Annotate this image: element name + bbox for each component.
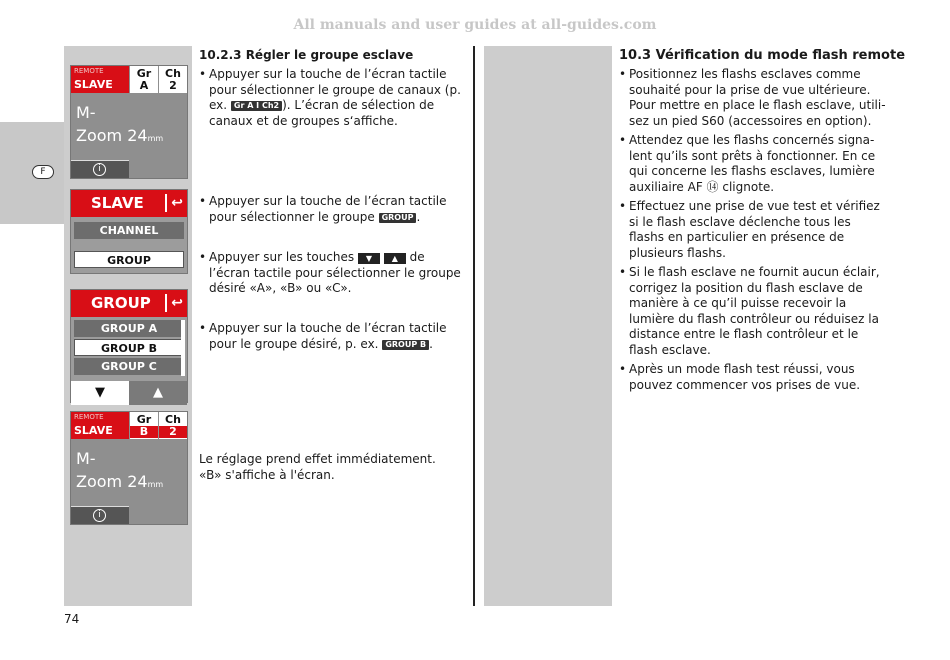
group-b-chip: GROUP B bbox=[382, 340, 429, 350]
gr-ch-chip: Gr A I Ch2 bbox=[231, 101, 282, 111]
menu-item-group-c[interactable]: GROUP C bbox=[74, 358, 184, 375]
watermark: All manuals and user guides at all-guides.com bbox=[293, 17, 657, 33]
mode-label: M- bbox=[76, 103, 96, 122]
gr-value: B bbox=[130, 426, 158, 438]
up-arrow-button[interactable]: ▲ bbox=[129, 381, 187, 405]
info-button[interactable] bbox=[71, 160, 129, 178]
info-icon: i bbox=[93, 509, 106, 522]
scrollbar[interactable] bbox=[181, 320, 185, 376]
down-arrow-chip: ▼ bbox=[358, 253, 380, 264]
check-bullet-1: • Positionnez les flashs esclaves comme souhaité pour la prise de vue ultérieure. Pour mettre en place le flash esclave, utili-sez un pied S60 (accessoires en option). bbox=[619, 67, 886, 128]
ch-value: 2 bbox=[169, 79, 177, 92]
slave-label: SLAVE bbox=[74, 424, 113, 437]
back-icon[interactable]: ↩ bbox=[165, 194, 183, 212]
section-heading-10-2-3: 10.2.3 Régler le groupe esclave bbox=[199, 48, 414, 62]
check-bullet-2: • Attendez que les flashs concernés signa-lent qu’ils sont prêts à fonctionner. En ce qui concerne les flashs esclaves, lumière auxiliaire AF ⑭ clignote. bbox=[619, 133, 876, 194]
channel-cell[interactable] bbox=[159, 66, 187, 93]
group-cell[interactable] bbox=[130, 66, 158, 93]
zoom-label: Zoom 24mm bbox=[76, 126, 164, 145]
menu-item-channel[interactable]: CHANNEL bbox=[74, 222, 184, 239]
page-number: 74 bbox=[64, 612, 80, 626]
slave-label: SLAVE bbox=[74, 78, 113, 91]
menu-item-group[interactable]: GROUP bbox=[74, 251, 184, 268]
ch-label: Ch bbox=[165, 413, 181, 426]
display-screen-slave-menu bbox=[70, 189, 188, 274]
mode-label: M- bbox=[76, 449, 96, 468]
group-cell[interactable] bbox=[130, 412, 158, 439]
up-arrow-chip: ▲ bbox=[384, 253, 406, 264]
info-button[interactable] bbox=[71, 506, 129, 524]
remote-slave-badge bbox=[71, 412, 129, 439]
group-menu-title: GROUP ↩ bbox=[71, 290, 187, 317]
check-bullet-4: • Si le flash esclave ne fournit aucun éclair, corrigez la position du flash esclave de manière à ce qu’il puisse recevoir la lumière du flash contrôleur ou réduisez la distance entre le flash contrôleur et le flash esclave. bbox=[619, 265, 880, 357]
zoom-label: Zoom 24mm bbox=[76, 472, 164, 491]
down-arrow-button[interactable]: ▼ bbox=[71, 381, 129, 405]
gr-label: Gr bbox=[136, 67, 152, 80]
middle-gray-column bbox=[484, 46, 612, 606]
check-bullet-3: • Effectuez une prise de vue test et vérifiez si le flash esclave déclenche tous les flashs en particulier en présence de plusieurs flashs. bbox=[619, 199, 880, 260]
menu-item-group-a[interactable]: GROUP A bbox=[74, 320, 184, 337]
slave-menu-title: SLAVE ↩ bbox=[71, 190, 187, 217]
remote-label: REMOTE bbox=[74, 67, 104, 75]
menu-item-group-b[interactable]: GROUP B bbox=[74, 339, 184, 356]
ch-value: 2 bbox=[159, 426, 187, 438]
group-chip: GROUP bbox=[379, 213, 417, 223]
step-1: • Appuyer sur la touche de l’écran tactile pour sélectionner le groupe de canaux (p. ex. Gr A I Ch2 ). L’écran de sélection de canaux et de groupes s‘affiche. bbox=[199, 67, 461, 128]
info-icon: i bbox=[93, 163, 106, 176]
gr-label: Gr bbox=[136, 413, 152, 426]
step-4: • Appuyer sur la touche de l’écran tactile pour le groupe désiré, p. ex. GROUP B . bbox=[199, 321, 447, 351]
check-bullet-5: • Après un mode flash test réussi, vous pouvez commencer vos prises de vue. bbox=[619, 362, 861, 392]
step-3: • Appuyer sur les touches ▼ ▲ de l’écran tactile pour sélectionner le groupe désiré «A», «B» ou «C». bbox=[199, 250, 461, 295]
remote-slave-badge bbox=[71, 66, 129, 93]
ch-label: Ch bbox=[165, 67, 181, 80]
result-text: Le réglage prend effet immédiatement. «B» s'affiche à l'écran. bbox=[199, 452, 436, 482]
display-screen-info-b bbox=[70, 411, 188, 525]
section-heading-10-3: 10.3 Vérification du mode flash remote bbox=[619, 48, 906, 63]
remote-label: REMOTE bbox=[74, 413, 104, 421]
channel-cell[interactable] bbox=[159, 412, 187, 439]
back-icon[interactable]: ↩ bbox=[165, 294, 183, 312]
step-2: • Appuyer sur la touche de l’écran tactile pour sélectionner le groupe GROUP . bbox=[199, 194, 447, 224]
language-badge: F bbox=[32, 165, 54, 179]
column-divider bbox=[473, 46, 475, 606]
display-screen-group-menu bbox=[70, 289, 188, 403]
gr-value: A bbox=[139, 79, 149, 92]
display-screen-info-a bbox=[70, 65, 188, 179]
